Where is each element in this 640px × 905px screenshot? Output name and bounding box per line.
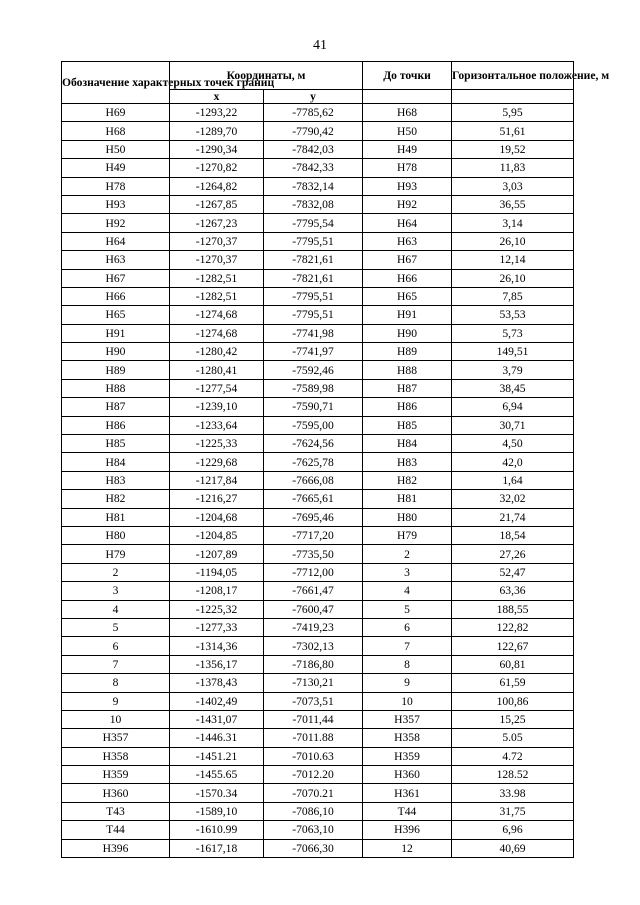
cell-distance: 19,52	[452, 140, 574, 158]
cell-to-point: Н360	[363, 766, 452, 784]
cell-y: -7795,51	[264, 306, 363, 324]
cell-y: -7741,98	[264, 324, 363, 342]
cell-y: -7592,46	[264, 361, 363, 379]
cell-y: -7073,51	[264, 692, 363, 710]
table-row	[62, 214, 574, 232]
cell-to-point: Н84	[363, 435, 452, 453]
cell-to-point: Н83	[363, 453, 452, 471]
cell-y: -7302,13	[264, 637, 363, 655]
cell-distance: 5,95	[452, 104, 574, 122]
table-row	[62, 802, 574, 820]
cell-x: -1217,84	[170, 471, 264, 489]
cell-distance: 18,54	[452, 526, 574, 544]
page-number: 41	[313, 38, 327, 53]
cell-y: -7130,21	[264, 674, 363, 692]
cell-to-point: 8	[363, 655, 452, 673]
cell-distance: 11,83	[452, 159, 574, 177]
cell-distance: 188,55	[452, 600, 574, 618]
cell-y: -7842,33	[264, 159, 363, 177]
cell-x: -1289,70	[170, 122, 264, 140]
cell-distance: 63,36	[452, 582, 574, 600]
cell-x: -1233,64	[170, 416, 264, 434]
table-row	[62, 416, 574, 434]
header-point-designation: Обозначение характерных точек границ	[62, 62, 170, 104]
cell-to-point: Н66	[363, 269, 452, 287]
cell-point: 9	[62, 692, 170, 710]
cell-y: -7590,71	[264, 398, 363, 416]
cell-point: Н357	[62, 729, 170, 747]
cell-y: -7712,00	[264, 563, 363, 581]
table-row	[62, 637, 574, 655]
table-row	[62, 710, 574, 728]
cell-point: Н83	[62, 471, 170, 489]
cell-distance: 51,61	[452, 122, 574, 140]
table-row	[62, 655, 574, 673]
cell-y: -7821,61	[264, 251, 363, 269]
table-row	[62, 379, 574, 397]
cell-x: -1204,85	[170, 526, 264, 544]
cell-to-point: Н396	[363, 821, 452, 839]
cell-to-point: Н90	[363, 324, 452, 342]
cell-distance: 27,26	[452, 545, 574, 563]
cell-point: 10	[62, 710, 170, 728]
table-row	[62, 269, 574, 287]
table-row	[62, 600, 574, 618]
cell-to-point: Н63	[363, 232, 452, 250]
cell-to-point: 12	[363, 839, 452, 857]
cell-distance: 122,82	[452, 618, 574, 636]
cell-to-point: Н359	[363, 747, 452, 765]
cell-distance: 60,81	[452, 655, 574, 673]
cell-x: -1282,51	[170, 287, 264, 305]
table-row	[62, 140, 574, 158]
cell-y: -7695,46	[264, 508, 363, 526]
cell-distance: 6,96	[452, 821, 574, 839]
cell-distance: 40,69	[452, 839, 574, 857]
cell-distance: 61,59	[452, 674, 574, 692]
table-body	[62, 104, 574, 858]
cell-y: -7795,51	[264, 287, 363, 305]
cell-x: -1402,49	[170, 692, 264, 710]
table-row	[62, 692, 574, 710]
cell-y: -7589,98	[264, 379, 363, 397]
cell-to-point: Т44	[363, 802, 452, 820]
cell-point: Н93	[62, 195, 170, 213]
cell-point: Н396	[62, 839, 170, 857]
cell-y: -7741,97	[264, 343, 363, 361]
cell-point: Н92	[62, 214, 170, 232]
cell-y: -7186,80	[264, 655, 363, 673]
header-coordinates: Координаты, м	[170, 62, 363, 90]
cell-y: -7717,20	[264, 526, 363, 544]
cell-x: -1225,33	[170, 435, 264, 453]
cell-x: -1378,43	[170, 674, 264, 692]
cell-y: -7624,56	[264, 435, 363, 453]
cell-x: -1267,23	[170, 214, 264, 232]
table-row	[62, 324, 574, 342]
table-row	[62, 361, 574, 379]
cell-to-point: Н80	[363, 508, 452, 526]
table-row	[62, 526, 574, 544]
cell-y: -7419,23	[264, 618, 363, 636]
cell-point: Н67	[62, 269, 170, 287]
table-row	[62, 766, 574, 784]
cell-to-point: Н64	[363, 214, 452, 232]
cell-point: Н359	[62, 766, 170, 784]
cell-to-point: 3	[363, 563, 452, 581]
cell-distance: 128.52	[452, 766, 574, 784]
cell-to-point: 6	[363, 618, 452, 636]
cell-x: -1264,82	[170, 177, 264, 195]
cell-point: Н69	[62, 104, 170, 122]
cell-y: -7735,50	[264, 545, 363, 563]
table-row	[62, 747, 574, 765]
coordinates-table	[61, 61, 610, 858]
cell-distance: 100,86	[452, 692, 574, 710]
table-row	[62, 343, 574, 361]
cell-to-point: 5	[363, 600, 452, 618]
cell-to-point: 9	[363, 674, 452, 692]
cell-point: 2	[62, 563, 170, 581]
cell-to-point: 4	[363, 582, 452, 600]
cell-to-point: 10	[363, 692, 452, 710]
cell-point: 4	[62, 600, 170, 618]
cell-point: Н49	[62, 159, 170, 177]
cell-y: -7600,47	[264, 600, 363, 618]
cell-x: -1617,18	[170, 839, 264, 857]
cell-point: Н50	[62, 140, 170, 158]
cell-y: -7063,10	[264, 821, 363, 839]
table-row	[62, 398, 574, 416]
cell-x: -1208,17	[170, 582, 264, 600]
cell-y: -7832,08	[264, 195, 363, 213]
table-row	[62, 545, 574, 563]
table-row	[62, 471, 574, 489]
cell-y: -7790,42	[264, 122, 363, 140]
table-row	[62, 232, 574, 250]
cell-x: -1229,68	[170, 453, 264, 471]
cell-y: -7842,03	[264, 140, 363, 158]
cell-y: -7666,08	[264, 471, 363, 489]
cell-point: Т43	[62, 802, 170, 820]
cell-x: -1570.34	[170, 784, 264, 802]
cell-to-point: Н357	[363, 710, 452, 728]
cell-point: Н80	[62, 526, 170, 544]
cell-distance: 42,0	[452, 453, 574, 471]
cell-y: -7011,44	[264, 710, 363, 728]
cell-distance: 52,47	[452, 563, 574, 581]
table-row	[62, 104, 574, 122]
cell-x: -1277,33	[170, 618, 264, 636]
cell-point: Н68	[62, 122, 170, 140]
table-row	[62, 287, 574, 305]
cell-point: Н88	[62, 379, 170, 397]
cell-distance: 38,45	[452, 379, 574, 397]
cell-x: -1274,68	[170, 306, 264, 324]
cell-x: -1314,36	[170, 637, 264, 655]
cell-x: -1280,42	[170, 343, 264, 361]
cell-point: 3	[62, 582, 170, 600]
cell-distance: 7,85	[452, 287, 574, 305]
cell-point: Н85	[62, 435, 170, 453]
cell-distance: 1,64	[452, 471, 574, 489]
cell-distance: 33.98	[452, 784, 574, 802]
cell-point: Н86	[62, 416, 170, 434]
cell-distance: 5,73	[452, 324, 574, 342]
cell-point: Н358	[62, 747, 170, 765]
cell-x: -1207,89	[170, 545, 264, 563]
cell-point: Н64	[62, 232, 170, 250]
cell-distance: 26,10	[452, 269, 574, 287]
table-row	[62, 821, 574, 839]
cell-to-point: Н361	[363, 784, 452, 802]
cell-x: -1216,27	[170, 490, 264, 508]
cell-point: Н89	[62, 361, 170, 379]
cell-x: -1239,10	[170, 398, 264, 416]
cell-to-point: Н81	[363, 490, 452, 508]
table-row	[62, 582, 574, 600]
table-row	[62, 490, 574, 508]
table-row	[62, 122, 574, 140]
cell-to-point: Н65	[363, 287, 452, 305]
cell-x: -1274,68	[170, 324, 264, 342]
cell-distance: 21,74	[452, 508, 574, 526]
cell-y: -7821,61	[264, 269, 363, 287]
cell-distance: 15,25	[452, 710, 574, 728]
cell-y: -7625,78	[264, 453, 363, 471]
cell-x: -1290,34	[170, 140, 264, 158]
table-row	[62, 251, 574, 269]
cell-point: 6	[62, 637, 170, 655]
table-row	[62, 839, 574, 857]
header-to-point: До точки	[363, 62, 452, 90]
cell-distance: 32,02	[452, 490, 574, 508]
cell-point: Н91	[62, 324, 170, 342]
cell-to-point: Н49	[363, 140, 452, 158]
cell-x: -1431,07	[170, 710, 264, 728]
cell-y: -7795,54	[264, 214, 363, 232]
header-x: x	[170, 90, 264, 104]
cell-point: Н82	[62, 490, 170, 508]
cell-x: -1610.99	[170, 821, 264, 839]
cell-to-point: Н78	[363, 159, 452, 177]
cell-to-point: Н79	[363, 526, 452, 544]
cell-x: -1282,51	[170, 269, 264, 287]
cell-point: Н84	[62, 453, 170, 471]
cell-y: -7795,51	[264, 232, 363, 250]
table-row	[62, 618, 574, 636]
table-row	[62, 159, 574, 177]
cell-to-point: 7	[363, 637, 452, 655]
cell-point: Н79	[62, 545, 170, 563]
cell-point: Н360	[62, 784, 170, 802]
cell-to-point: Н68	[363, 104, 452, 122]
cell-y: -7785,62	[264, 104, 363, 122]
cell-y: -7086,10	[264, 802, 363, 820]
cell-x: -1280,41	[170, 361, 264, 379]
cell-distance: 3,03	[452, 177, 574, 195]
cell-x: -1455.65	[170, 766, 264, 784]
table-row	[62, 784, 574, 802]
cell-distance: 31,75	[452, 802, 574, 820]
cell-distance: 6,94	[452, 398, 574, 416]
cell-point: Н63	[62, 251, 170, 269]
header-distance-blank	[452, 90, 574, 104]
table-row	[62, 195, 574, 213]
cell-x: -1293,22	[170, 104, 264, 122]
cell-y: -7070.21	[264, 784, 363, 802]
cell-distance: 5.05	[452, 729, 574, 747]
cell-distance: 3,79	[452, 361, 574, 379]
cell-point: Т44	[62, 821, 170, 839]
cell-x: -1225,32	[170, 600, 264, 618]
cell-y: -7661,47	[264, 582, 363, 600]
cell-distance: 53,53	[452, 306, 574, 324]
cell-y: -7012.20	[264, 766, 363, 784]
header-to-point-blank	[363, 90, 452, 104]
table-row	[62, 729, 574, 747]
cell-distance: 3,14	[452, 214, 574, 232]
cell-to-point: Н88	[363, 361, 452, 379]
cell-y: -7665,61	[264, 490, 363, 508]
cell-to-point: Н93	[363, 177, 452, 195]
cell-to-point: Н358	[363, 729, 452, 747]
header-y: y	[264, 90, 363, 104]
header-horizontal-distance: Горизонтальное положение, м	[452, 62, 574, 90]
cell-point: Н90	[62, 343, 170, 361]
table-row	[62, 306, 574, 324]
cell-y: -7832,14	[264, 177, 363, 195]
cell-x: -1270,37	[170, 251, 264, 269]
cell-x: -1446.31	[170, 729, 264, 747]
cell-to-point: Н87	[363, 379, 452, 397]
cell-point: Н81	[62, 508, 170, 526]
cell-y: -7010.63	[264, 747, 363, 765]
cell-x: -1270,37	[170, 232, 264, 250]
cell-to-point: Н67	[363, 251, 452, 269]
table-header	[62, 62, 610, 104]
cell-to-point: Н86	[363, 398, 452, 416]
cell-x: -1277,54	[170, 379, 264, 397]
table-row	[62, 508, 574, 526]
table-row	[62, 563, 574, 581]
cell-y: -7066,30	[264, 839, 363, 857]
cell-point: 8	[62, 674, 170, 692]
cell-point: Н87	[62, 398, 170, 416]
table-row	[62, 674, 574, 692]
cell-distance: 26,10	[452, 232, 574, 250]
cell-to-point: Н92	[363, 195, 452, 213]
cell-distance: 4.72	[452, 747, 574, 765]
cell-x: -1356,17	[170, 655, 264, 673]
cell-distance: 12,14	[452, 251, 574, 269]
cell-y: -7011.88	[264, 729, 363, 747]
cell-distance: 30,71	[452, 416, 574, 434]
cell-to-point: 2	[363, 545, 452, 563]
cell-y: -7595,00	[264, 416, 363, 434]
cell-distance: 149,51	[452, 343, 574, 361]
cell-distance: 122,67	[452, 637, 574, 655]
cell-point: Н65	[62, 306, 170, 324]
cell-point: 5	[62, 618, 170, 636]
cell-to-point: Н89	[363, 343, 452, 361]
cell-x: -1270,82	[170, 159, 264, 177]
cell-x: -1267,85	[170, 195, 264, 213]
cell-distance: 36,55	[452, 195, 574, 213]
cell-point: Н78	[62, 177, 170, 195]
cell-distance: 4,50	[452, 435, 574, 453]
table-row	[62, 177, 574, 195]
cell-x: -1589,10	[170, 802, 264, 820]
table-row	[62, 435, 574, 453]
cell-to-point: Н50	[363, 122, 452, 140]
cell-to-point: Н85	[363, 416, 452, 434]
cell-to-point: Н82	[363, 471, 452, 489]
cell-point: Н66	[62, 287, 170, 305]
cell-point: 7	[62, 655, 170, 673]
table-row	[62, 453, 574, 471]
cell-x: -1204,68	[170, 508, 264, 526]
cell-x: -1194,05	[170, 563, 264, 581]
cell-to-point: Н91	[363, 306, 452, 324]
cell-x: -1451.21	[170, 747, 264, 765]
